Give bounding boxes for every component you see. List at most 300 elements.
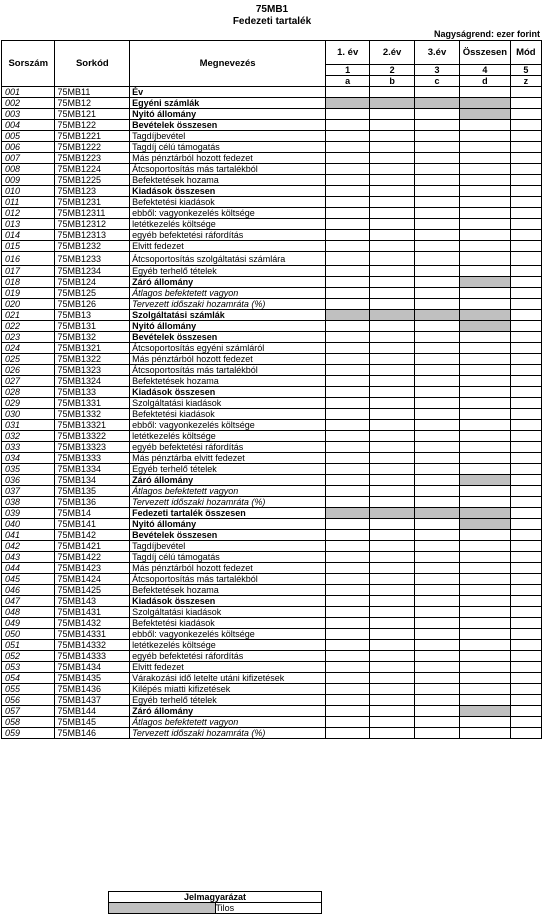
value-cell[interactable] (414, 706, 459, 717)
value-cell[interactable] (414, 376, 459, 387)
value-cell[interactable] (325, 409, 369, 420)
value-cell[interactable] (414, 288, 459, 299)
row-number: 024 (2, 343, 55, 354)
value-cell[interactable] (460, 574, 510, 585)
value-cell[interactable] (414, 219, 459, 230)
value-cell[interactable] (460, 266, 510, 277)
value-cell[interactable] (460, 252, 510, 266)
value-cell[interactable] (414, 241, 459, 252)
value-cell[interactable] (370, 241, 414, 252)
value-cell[interactable] (325, 321, 369, 332)
value-cell[interactable] (510, 277, 541, 288)
value-cell[interactable] (460, 164, 510, 175)
value-cell[interactable] (325, 186, 369, 197)
value-cell[interactable] (460, 153, 510, 164)
table-row (2, 354, 542, 365)
value-cell[interactable] (370, 563, 414, 574)
value-cell[interactable] (325, 728, 369, 739)
value-cell[interactable] (510, 241, 541, 252)
value-cell[interactable] (460, 354, 510, 365)
value-cell[interactable] (510, 464, 541, 475)
value-cell[interactable] (370, 464, 414, 475)
value-cell[interactable] (414, 277, 459, 288)
value-cell[interactable] (460, 640, 510, 651)
value-cell[interactable] (510, 310, 541, 321)
value-cell[interactable] (370, 706, 414, 717)
value-cell[interactable] (510, 497, 541, 508)
value-cell[interactable] (510, 164, 541, 175)
value-cell[interactable] (510, 486, 541, 497)
value-cell[interactable] (460, 409, 510, 420)
value-cell[interactable] (325, 153, 369, 164)
value-cell[interactable] (510, 673, 541, 684)
value-cell[interactable] (370, 651, 414, 662)
table-row (2, 684, 542, 695)
value-cell[interactable] (460, 486, 510, 497)
value-cell[interactable] (510, 87, 541, 98)
value-cell[interactable] (510, 684, 541, 695)
value-cell[interactable] (325, 552, 369, 563)
row-code: 75MB141 (55, 519, 130, 530)
value-cell[interactable] (460, 87, 510, 98)
value-cell[interactable] (510, 299, 541, 310)
value-cell[interactable] (370, 596, 414, 607)
table-row (2, 530, 542, 541)
value-cell[interactable] (370, 219, 414, 230)
value-cell[interactable] (370, 640, 414, 651)
value-cell[interactable] (370, 574, 414, 585)
value-cell[interactable] (325, 453, 369, 464)
value-cell[interactable] (510, 332, 541, 343)
value-cell[interactable] (460, 552, 510, 563)
value-cell[interactable] (414, 142, 459, 153)
value-cell[interactable] (370, 673, 414, 684)
value-cell[interactable] (510, 541, 541, 552)
value-cell[interactable] (414, 431, 459, 442)
value-cell[interactable] (370, 131, 414, 142)
value-cell[interactable] (325, 332, 369, 343)
value-cell[interactable] (325, 585, 369, 596)
value-cell[interactable] (370, 728, 414, 739)
value-cell[interactable] (370, 376, 414, 387)
value-cell[interactable] (460, 541, 510, 552)
value-cell[interactable] (325, 486, 369, 497)
value-cell[interactable] (325, 706, 369, 717)
value-cell[interactable] (510, 563, 541, 574)
value-cell[interactable] (370, 530, 414, 541)
value-cell[interactable] (414, 365, 459, 376)
value-cell[interactable] (414, 563, 459, 574)
value-cell[interactable] (325, 695, 369, 706)
value-cell[interactable] (370, 497, 414, 508)
value-cell[interactable] (510, 431, 541, 442)
value-cell[interactable] (414, 164, 459, 175)
value-cell[interactable] (460, 175, 510, 186)
value-cell[interactable] (414, 332, 459, 343)
value-cell[interactable] (460, 398, 510, 409)
value-cell[interactable] (414, 299, 459, 310)
value-cell[interactable] (414, 552, 459, 563)
value-cell[interactable] (414, 464, 459, 475)
value-cell[interactable] (460, 332, 510, 343)
value-cell[interactable] (414, 486, 459, 497)
value-cell[interactable] (370, 618, 414, 629)
value-cell[interactable] (510, 409, 541, 420)
value-cell[interactable] (460, 607, 510, 618)
value-cell[interactable] (325, 354, 369, 365)
value-cell[interactable] (510, 453, 541, 464)
value-cell[interactable] (510, 607, 541, 618)
value-cell[interactable] (370, 398, 414, 409)
value-cell[interactable] (414, 208, 459, 219)
value-cell[interactable] (510, 354, 541, 365)
row-number: 032 (2, 431, 55, 442)
value-cell[interactable] (414, 728, 459, 739)
value-cell[interactable] (325, 208, 369, 219)
row-code: 75MB13323 (55, 442, 130, 453)
value-cell[interactable] (370, 541, 414, 552)
value-cell[interactable] (325, 618, 369, 629)
value-cell[interactable] (460, 629, 510, 640)
value-cell[interactable] (370, 585, 414, 596)
value-cell[interactable] (460, 453, 510, 464)
value-cell[interactable] (510, 728, 541, 739)
value-cell[interactable] (370, 299, 414, 310)
row-code: 75MB134 (55, 475, 130, 486)
value-cell[interactable] (460, 618, 510, 629)
row-label: egyéb befektetési ráfordítás (130, 230, 326, 241)
value-cell[interactable] (510, 695, 541, 706)
value-cell[interactable] (414, 109, 459, 120)
value-cell[interactable] (510, 98, 541, 109)
table-row (2, 596, 542, 607)
value-cell[interactable] (370, 662, 414, 673)
value-cell[interactable] (510, 219, 541, 230)
value-cell[interactable] (414, 87, 459, 98)
value-cell[interactable] (414, 530, 459, 541)
value-cell[interactable] (510, 109, 541, 120)
value-cell[interactable] (510, 387, 541, 398)
value-cell[interactable] (510, 596, 541, 607)
value-cell[interactable] (460, 717, 510, 728)
value-cell[interactable] (510, 552, 541, 563)
value-cell[interactable] (510, 131, 541, 142)
value-cell[interactable] (370, 519, 414, 530)
value-cell[interactable] (370, 629, 414, 640)
value-cell[interactable] (370, 266, 414, 277)
row-number: 037 (2, 486, 55, 497)
value-cell[interactable] (414, 175, 459, 186)
value-cell[interactable] (510, 365, 541, 376)
value-cell[interactable] (325, 475, 369, 486)
value-cell[interactable] (325, 164, 369, 175)
value-cell[interactable] (460, 420, 510, 431)
value-cell[interactable] (370, 409, 414, 420)
value-cell[interactable] (325, 230, 369, 241)
value-cell[interactable] (460, 497, 510, 508)
value-cell[interactable] (325, 596, 369, 607)
value-cell[interactable] (460, 376, 510, 387)
value-cell[interactable] (325, 299, 369, 310)
value-cell[interactable] (414, 574, 459, 585)
value-cell[interactable] (510, 475, 541, 486)
row-number: 054 (2, 673, 55, 684)
value-cell[interactable] (325, 277, 369, 288)
value-cell[interactable] (460, 288, 510, 299)
value-cell[interactable] (460, 684, 510, 695)
value-cell[interactable] (325, 109, 369, 120)
value-cell[interactable] (370, 230, 414, 241)
value-cell[interactable] (460, 673, 510, 684)
value-cell[interactable] (414, 120, 459, 131)
value-cell[interactable] (510, 175, 541, 186)
value-cell[interactable] (370, 343, 414, 354)
value-cell[interactable] (325, 142, 369, 153)
value-cell[interactable] (510, 530, 541, 541)
value-cell[interactable] (510, 651, 541, 662)
value-cell[interactable] (325, 266, 369, 277)
value-cell[interactable] (460, 387, 510, 398)
value-cell[interactable] (370, 120, 414, 131)
value-cell[interactable] (510, 629, 541, 640)
value-cell[interactable] (370, 453, 414, 464)
value-cell[interactable] (370, 142, 414, 153)
value-cell[interactable] (460, 662, 510, 673)
value-cell[interactable] (460, 197, 510, 208)
value-cell[interactable] (414, 618, 459, 629)
value-cell[interactable] (460, 299, 510, 310)
value-cell[interactable] (510, 574, 541, 585)
value-cell[interactable] (370, 695, 414, 706)
value-cell[interactable] (325, 563, 369, 574)
value-cell[interactable] (325, 387, 369, 398)
value-cell[interactable] (510, 376, 541, 387)
value-cell[interactable] (510, 508, 541, 519)
value-cell[interactable] (370, 387, 414, 398)
value-cell[interactable] (414, 717, 459, 728)
value-cell[interactable] (510, 252, 541, 266)
value-cell[interactable] (325, 398, 369, 409)
value-cell[interactable] (414, 640, 459, 651)
value-cell[interactable] (370, 288, 414, 299)
value-cell[interactable] (325, 673, 369, 684)
value-cell[interactable] (414, 252, 459, 266)
value-cell[interactable] (414, 343, 459, 354)
value-cell[interactable] (370, 175, 414, 186)
value-cell[interactable] (370, 109, 414, 120)
value-cell[interactable] (414, 629, 459, 640)
value-cell[interactable] (460, 343, 510, 354)
value-cell[interactable] (414, 607, 459, 618)
value-cell[interactable] (510, 208, 541, 219)
value-cell[interactable] (510, 706, 541, 717)
value-cell[interactable] (370, 87, 414, 98)
value-cell[interactable] (510, 120, 541, 131)
value-cell[interactable] (414, 596, 459, 607)
value-cell[interactable] (325, 365, 369, 376)
table-row (2, 109, 542, 120)
value-cell[interactable] (414, 354, 459, 365)
value-cell[interactable] (414, 153, 459, 164)
value-cell[interactable] (325, 420, 369, 431)
value-cell[interactable] (325, 662, 369, 673)
value-cell[interactable] (510, 442, 541, 453)
value-cell[interactable] (370, 684, 414, 695)
value-cell[interactable] (414, 585, 459, 596)
value-cell[interactable] (325, 431, 369, 442)
value-cell[interactable] (414, 541, 459, 552)
value-cell[interactable] (370, 186, 414, 197)
value-cell[interactable] (510, 153, 541, 164)
value-cell[interactable] (460, 241, 510, 252)
value-cell[interactable] (460, 219, 510, 230)
value-cell[interactable] (325, 288, 369, 299)
row-number: 023 (2, 332, 55, 343)
row-code: 75MB1225 (55, 175, 130, 186)
value-cell[interactable] (510, 230, 541, 241)
value-cell[interactable] (325, 197, 369, 208)
table-row (2, 541, 542, 552)
value-cell[interactable] (460, 120, 510, 131)
value-cell[interactable] (510, 343, 541, 354)
value-cell[interactable] (325, 629, 369, 640)
value-cell[interactable] (460, 230, 510, 241)
value-cell[interactable] (414, 662, 459, 673)
value-cell[interactable] (460, 728, 510, 739)
value-cell[interactable] (325, 175, 369, 186)
value-cell[interactable] (460, 464, 510, 475)
value-cell[interactable] (460, 530, 510, 541)
value-cell[interactable] (414, 131, 459, 142)
value-cell[interactable] (414, 186, 459, 197)
value-cell[interactable] (510, 640, 541, 651)
value-cell[interactable] (370, 332, 414, 343)
value-cell[interactable] (325, 684, 369, 695)
value-cell[interactable] (460, 563, 510, 574)
value-cell[interactable] (414, 442, 459, 453)
value-cell[interactable] (510, 585, 541, 596)
value-cell[interactable] (414, 409, 459, 420)
value-cell[interactable] (370, 321, 414, 332)
value-cell[interactable] (325, 252, 369, 266)
value-cell[interactable] (460, 131, 510, 142)
value-cell[interactable] (460, 585, 510, 596)
value-cell[interactable] (414, 519, 459, 530)
value-cell[interactable] (460, 142, 510, 153)
value-cell[interactable] (414, 475, 459, 486)
legend-swatch (109, 903, 216, 914)
value-cell[interactable] (325, 120, 369, 131)
value-cell[interactable] (414, 695, 459, 706)
value-cell[interactable] (325, 497, 369, 508)
value-cell[interactable] (414, 453, 459, 464)
value-cell[interactable] (414, 684, 459, 695)
value-cell[interactable] (370, 354, 414, 365)
value-cell[interactable] (510, 266, 541, 277)
row-label: Bevételek összesen (130, 530, 326, 541)
value-cell[interactable] (414, 197, 459, 208)
value-cell[interactable] (510, 717, 541, 728)
table-row (2, 629, 542, 640)
value-cell[interactable] (414, 673, 459, 684)
value-cell[interactable] (325, 607, 369, 618)
value-cell[interactable] (414, 420, 459, 431)
value-cell[interactable] (370, 607, 414, 618)
value-cell[interactable] (370, 442, 414, 453)
row-code: 75MB1222 (55, 142, 130, 153)
value-cell[interactable] (325, 640, 369, 651)
value-cell[interactable] (460, 365, 510, 376)
value-cell[interactable] (325, 530, 369, 541)
value-cell[interactable] (414, 398, 459, 409)
value-cell[interactable] (414, 266, 459, 277)
value-cell[interactable] (414, 230, 459, 241)
value-cell[interactable] (460, 208, 510, 219)
value-cell[interactable] (414, 321, 459, 332)
row-code: 75MB1322 (55, 354, 130, 365)
value-cell[interactable] (325, 131, 369, 142)
value-cell[interactable] (325, 519, 369, 530)
value-cell[interactable] (325, 241, 369, 252)
value-cell[interactable] (460, 186, 510, 197)
row-number: 059 (2, 728, 55, 739)
value-cell[interactable] (370, 475, 414, 486)
value-cell[interactable] (325, 87, 369, 98)
value-cell[interactable] (325, 219, 369, 230)
value-cell[interactable] (510, 618, 541, 629)
value-cell[interactable] (370, 208, 414, 219)
value-cell[interactable] (325, 343, 369, 354)
value-cell[interactable] (510, 197, 541, 208)
value-cell[interactable] (460, 695, 510, 706)
value-cell[interactable] (510, 420, 541, 431)
value-cell[interactable] (325, 376, 369, 387)
value-cell[interactable] (510, 142, 541, 153)
value-cell[interactable] (370, 552, 414, 563)
value-cell[interactable] (370, 431, 414, 442)
value-cell[interactable] (370, 277, 414, 288)
value-cell[interactable] (414, 387, 459, 398)
value-cell[interactable] (370, 197, 414, 208)
value-cell[interactable] (325, 717, 369, 728)
value-cell[interactable] (370, 164, 414, 175)
value-cell[interactable] (510, 288, 541, 299)
value-cell[interactable] (510, 519, 541, 530)
value-cell[interactable] (414, 497, 459, 508)
value-cell[interactable] (460, 431, 510, 442)
value-cell[interactable] (510, 398, 541, 409)
value-cell[interactable] (325, 574, 369, 585)
value-cell[interactable] (370, 365, 414, 376)
value-cell[interactable] (414, 651, 459, 662)
value-cell[interactable] (510, 186, 541, 197)
value-cell[interactable] (325, 651, 369, 662)
value-cell[interactable] (510, 662, 541, 673)
value-cell[interactable] (370, 153, 414, 164)
value-cell[interactable] (325, 541, 369, 552)
value-cell[interactable] (460, 442, 510, 453)
value-cell[interactable] (370, 486, 414, 497)
value-cell[interactable] (370, 717, 414, 728)
value-cell[interactable] (460, 651, 510, 662)
value-cell[interactable] (460, 596, 510, 607)
value-cell[interactable] (325, 464, 369, 475)
table-row (2, 186, 542, 197)
value-cell[interactable] (370, 420, 414, 431)
value-cell[interactable] (370, 252, 414, 266)
value-cell[interactable] (325, 442, 369, 453)
value-cell[interactable] (510, 321, 541, 332)
